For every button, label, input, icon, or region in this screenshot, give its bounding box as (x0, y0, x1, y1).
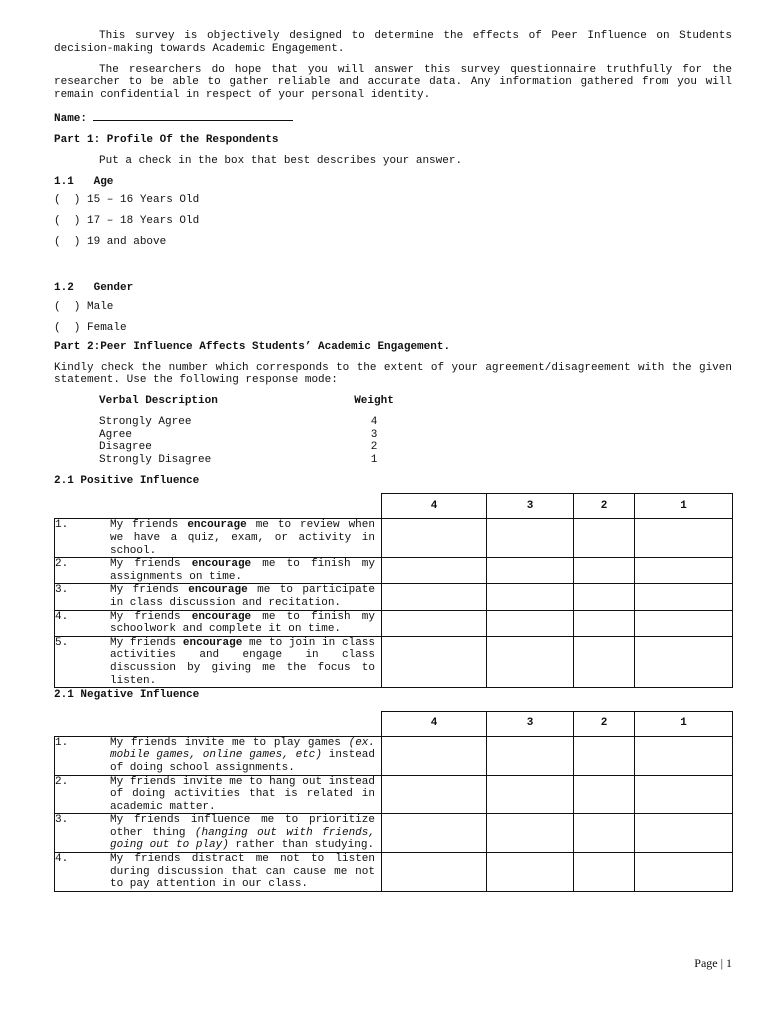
positive-influence-heading: 2.1 Positive Influence (54, 474, 200, 487)
rating-cell-1[interactable] (635, 775, 733, 814)
statement-cell (55, 814, 382, 853)
gender-heading: 1.2 Gender (54, 282, 134, 295)
age-option[interactable]: ( ) 17 – 18 Years Old (54, 215, 200, 228)
response-weight: 4 (370, 416, 378, 429)
item-number: 3. (55, 814, 69, 827)
rating-cell-3[interactable] (487, 584, 574, 610)
rating-cell-4[interactable] (382, 519, 487, 558)
name-field[interactable] (54, 110, 732, 126)
statement-text: My friends encourage me to review when we have a quiz, exam, or activity in school. (110, 519, 375, 557)
rating-cell-3[interactable] (487, 814, 574, 853)
response-mode-list (54, 416, 732, 466)
item-number: 3. (55, 584, 69, 597)
response-weight: 1 (370, 453, 378, 466)
negative-influence-table (54, 711, 733, 892)
survey-page (54, 30, 732, 892)
rating-cell-2[interactable] (574, 775, 635, 814)
scale-header: 3 (487, 711, 574, 736)
statement-text: My friends invite me to play games (ex. mobile games, online games, etc) instead of doing school assignments. (110, 736, 375, 774)
rating-cell-2[interactable] (574, 814, 635, 853)
rating-cell-2[interactable] (574, 558, 635, 584)
page-number: Page | 1 (694, 956, 732, 970)
response-description: Disagree (99, 441, 152, 454)
scale-header: 4 (382, 494, 487, 519)
response-mode-row (54, 429, 732, 442)
table-header-row (55, 494, 733, 519)
statement-text: My friends encourage me to join in class activities and engage in class discussion by giving me the focus to listen. (110, 636, 375, 687)
negative-influence-heading: 2.1 Negative Influence (54, 689, 200, 702)
rating-cell-4[interactable] (382, 636, 487, 687)
scale-header: 3 (487, 494, 574, 519)
item-number: 2. (55, 775, 69, 788)
table-row (55, 519, 733, 558)
rating-cell-2[interactable] (574, 610, 635, 636)
name-label: Name: (54, 112, 88, 125)
response-mode-row (54, 454, 732, 467)
rating-cell-4[interactable] (382, 558, 487, 584)
rating-cell-3[interactable] (487, 636, 574, 687)
rating-cell-2[interactable] (574, 736, 635, 775)
table-row (55, 853, 733, 892)
table-row (55, 584, 733, 610)
rating-cell-2[interactable] (574, 636, 635, 687)
header-blank-cell (55, 711, 382, 736)
statement-cell (55, 636, 382, 687)
part1-title: Part 1: Profile Of the Respondents (54, 133, 279, 146)
table-header-row (55, 711, 733, 736)
statement-text: My friends distract me not to listen during discussion that can cause me not to pay attention in our class. (110, 853, 375, 891)
statement-cell (55, 736, 382, 775)
rating-cell-3[interactable] (487, 853, 574, 892)
statement-text: My friends encourage me to finish my assignments on time. (110, 558, 375, 583)
rating-cell-1[interactable] (635, 636, 733, 687)
intro-paragraph-1: This survey is objectively designed to determine the effects of Peer Influence on Students decision-making towards Academic Engagement. (54, 30, 732, 55)
rating-cell-3[interactable] (487, 775, 574, 814)
item-number: 4. (55, 610, 69, 623)
rating-cell-2[interactable] (574, 853, 635, 892)
rating-cell-4[interactable] (382, 775, 487, 814)
part2-title: Part 2:Peer Influence Affects Students’ Academic Engagement. (54, 340, 451, 353)
name-blank-line[interactable] (93, 110, 293, 121)
rating-cell-3[interactable] (487, 610, 574, 636)
statement-cell (55, 519, 382, 558)
item-number: 1. (55, 736, 69, 749)
rating-cell-1[interactable] (635, 558, 733, 584)
rating-cell-1[interactable] (635, 610, 733, 636)
response-mode-row (54, 416, 732, 429)
rating-cell-4[interactable] (382, 814, 487, 853)
rating-cell-1[interactable] (635, 814, 733, 853)
item-number: 5. (55, 636, 69, 649)
rating-cell-3[interactable] (487, 558, 574, 584)
item-number: 4. (55, 853, 69, 866)
rating-cell-4[interactable] (382, 584, 487, 610)
response-mode-row (54, 441, 732, 454)
table-row (55, 558, 733, 584)
rating-cell-1[interactable] (635, 736, 733, 775)
rating-cell-4[interactable] (382, 736, 487, 775)
statement-cell (55, 775, 382, 814)
table-row (55, 814, 733, 853)
verbal-description-header: Verbal Description (99, 395, 218, 408)
response-mode-header (54, 395, 732, 408)
rating-cell-4[interactable] (382, 853, 487, 892)
statement-text: My friends encourage me to participate in class discussion and recitation. (110, 584, 375, 609)
response-description: Strongly Agree (99, 416, 192, 429)
response-description: Agree (99, 428, 133, 441)
rating-cell-1[interactable] (635, 584, 733, 610)
header-blank-cell (55, 494, 382, 519)
statement-cell (55, 558, 382, 584)
table-row (55, 636, 733, 687)
rating-cell-3[interactable] (487, 519, 574, 558)
statement-cell (55, 584, 382, 610)
table-row (55, 610, 733, 636)
response-weight: 3 (370, 428, 378, 441)
statement-text: My friends influence me to prioritize other thing (hanging out with friends, going out to play) rather than studying. (110, 814, 375, 852)
table-row (55, 775, 733, 814)
part2-instruction: Kindly check the number which corresponds to the extent of your agreement/disagreement with the given statement. Use the following response mode: (54, 361, 732, 387)
age-option[interactable]: ( ) 15 – 16 Years Old (54, 194, 200, 207)
part1-instruction: Put a check in the box that best describes your answer. (99, 154, 463, 167)
rating-cell-2[interactable] (574, 519, 635, 558)
statement-text: My friends encourage me to finish my schoolwork and complete it on time. (110, 610, 375, 636)
item-number: 1. (55, 519, 69, 532)
rating-cell-2[interactable] (574, 584, 635, 610)
rating-cell-1[interactable] (635, 853, 733, 892)
statement-cell (55, 610, 382, 636)
statement-text: My friends invite me to hang out instead of doing activities that is related in academic matter. (110, 775, 375, 813)
positive-influence-table (54, 493, 733, 688)
item-number: 2. (55, 558, 69, 571)
rating-cell-3[interactable] (487, 736, 574, 775)
scale-header: 4 (382, 711, 487, 736)
statement-cell (55, 853, 382, 892)
rating-cell-4[interactable] (382, 610, 487, 636)
table-row (55, 736, 733, 775)
weight-header: Weight (354, 395, 394, 408)
gender-option[interactable]: ( ) Male (54, 300, 114, 313)
response-description: Strongly Disagree (99, 453, 212, 466)
scale-header: 2 (574, 494, 635, 519)
response-weight: 2 (370, 441, 378, 454)
rating-cell-1[interactable] (635, 519, 733, 558)
scale-header: 2 (574, 711, 635, 736)
scale-header: 1 (635, 494, 733, 519)
intro-paragraph-2: The researchers do hope that you will answer this survey questionnaire truthfully for the researcher to be able to gather reliable and accurate data. Any information gathered from you will remain confidential in respect of your personal identity. (54, 63, 732, 101)
age-heading: 1.1 Age (54, 175, 114, 188)
scale-header: 1 (635, 711, 733, 736)
gender-option[interactable]: ( ) Female (54, 321, 127, 334)
age-option[interactable]: ( ) 19 and above (54, 236, 167, 249)
